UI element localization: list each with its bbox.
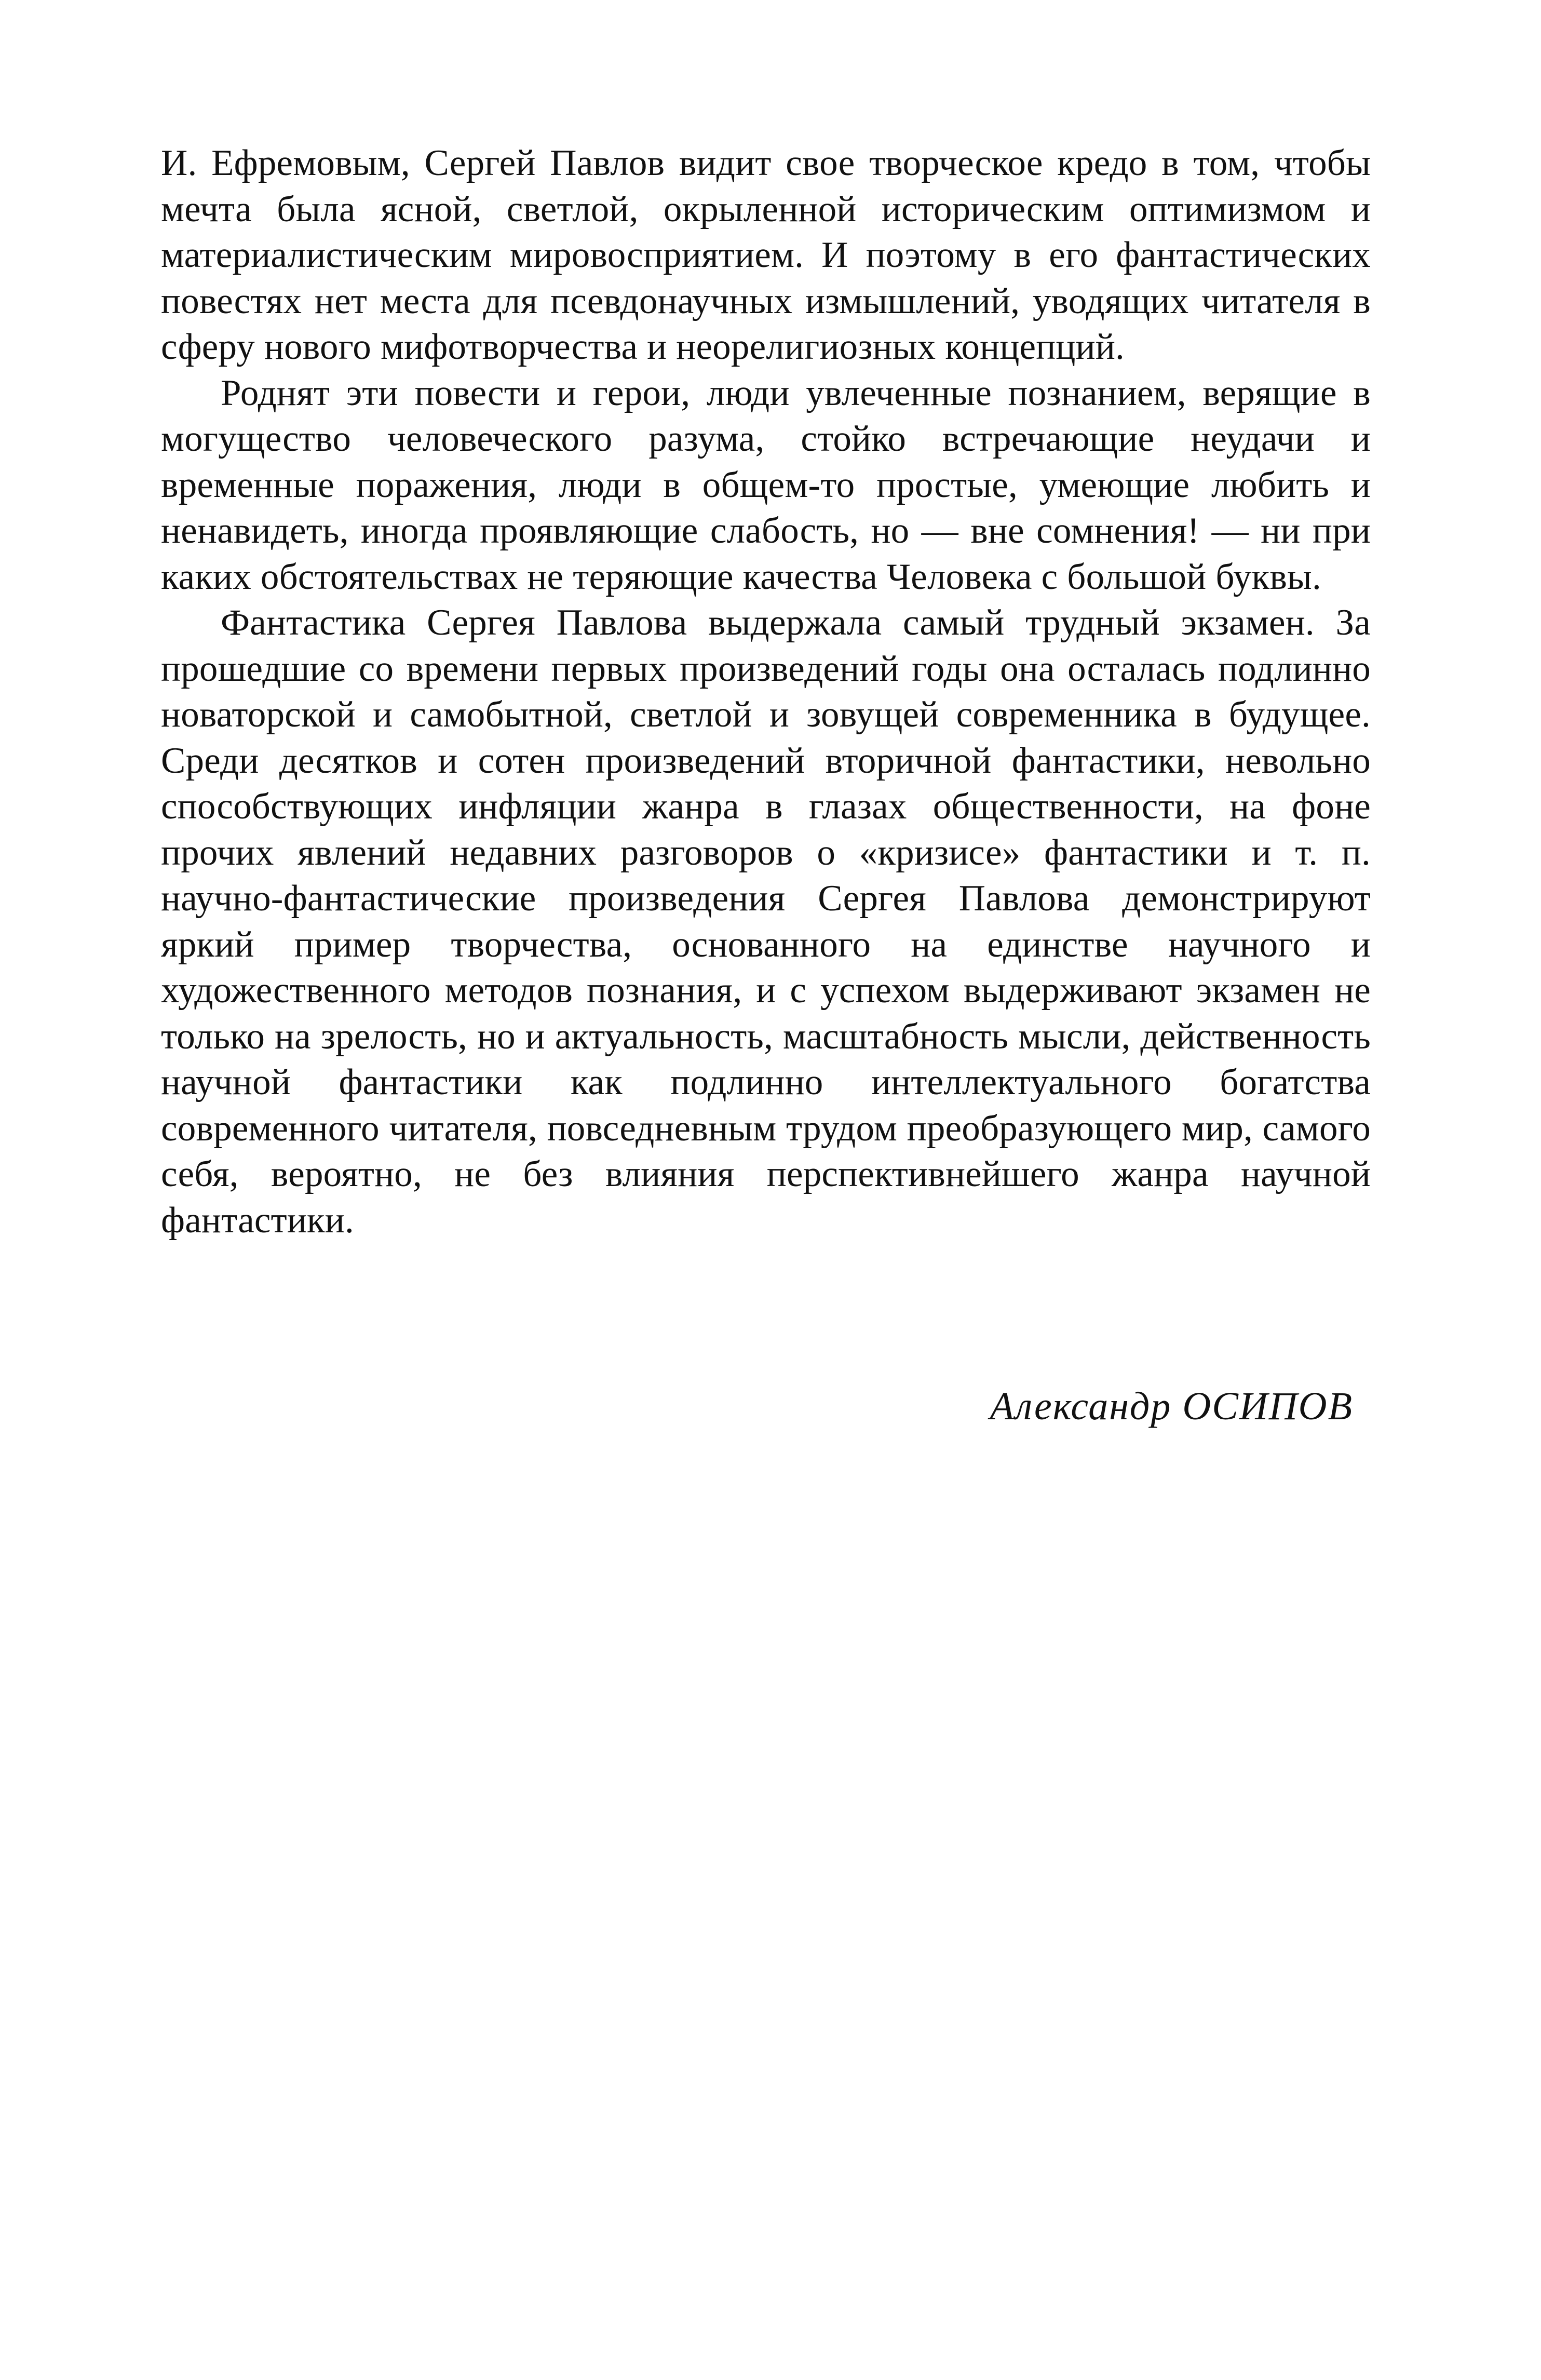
article-body bbox=[161, 140, 1371, 1243]
paragraph-continued: И. Ефремовым, Сергей Павлов видит свое творческое кредо в том, чтобы мечта была ясной, светлой, окрыленной историческим оптимизмом и материалистическим мировосприятием. И поэтому в его фантастических повестях нет места для псевдонаучных измышлений, уводящих читателя в сферу нового мифотворчества и неорелигиозных концепций. bbox=[161, 143, 1371, 367]
paragraph-exam: Фантастика Сергея Павлова выдержала самый трудный экзамен. За прошедшие со времени первых произведений годы она осталась подлинно новаторской и самобытной, светлой и зовущей современника в будущее. Среди десятков и сотен произведений вторичной фантастики, невольно способствующих инфляции жанра в глазах общественности, на фоне прочих явлений недавних разговоров о «кризисе» фантастики и т. п. научно-фантастические произведения Сергея Павлова демонстрируют яркий пример творчества, основанного на единстве научного и художественного методов познания, и с успехом выдерживают экзамен не только на зрелость, но и актуальность, масштабность мысли, действенность научной фантастики как подлинно интеллектуального богатства современного читателя, повседневным трудом преобразующего мир, самого себя, вероятно, не без влияния перспективнейшего жанра научной фантастики. bbox=[161, 602, 1371, 1241]
paragraph-heroes: Роднят эти повести и герои, люди увлеченные познанием, верящие в могущество человеческого разума, стойко встречающие неудачи и временные поражения, люди в общем-то простые, умеющие любить и ненавидеть, иногда проявляющие слабость, но — вне сомнения! — ни при каких обстоятельствах не теряющие качества Человека с большой буквы. bbox=[161, 372, 1371, 597]
author-signature: Александр ОСИПОВ bbox=[990, 1384, 1353, 1428]
